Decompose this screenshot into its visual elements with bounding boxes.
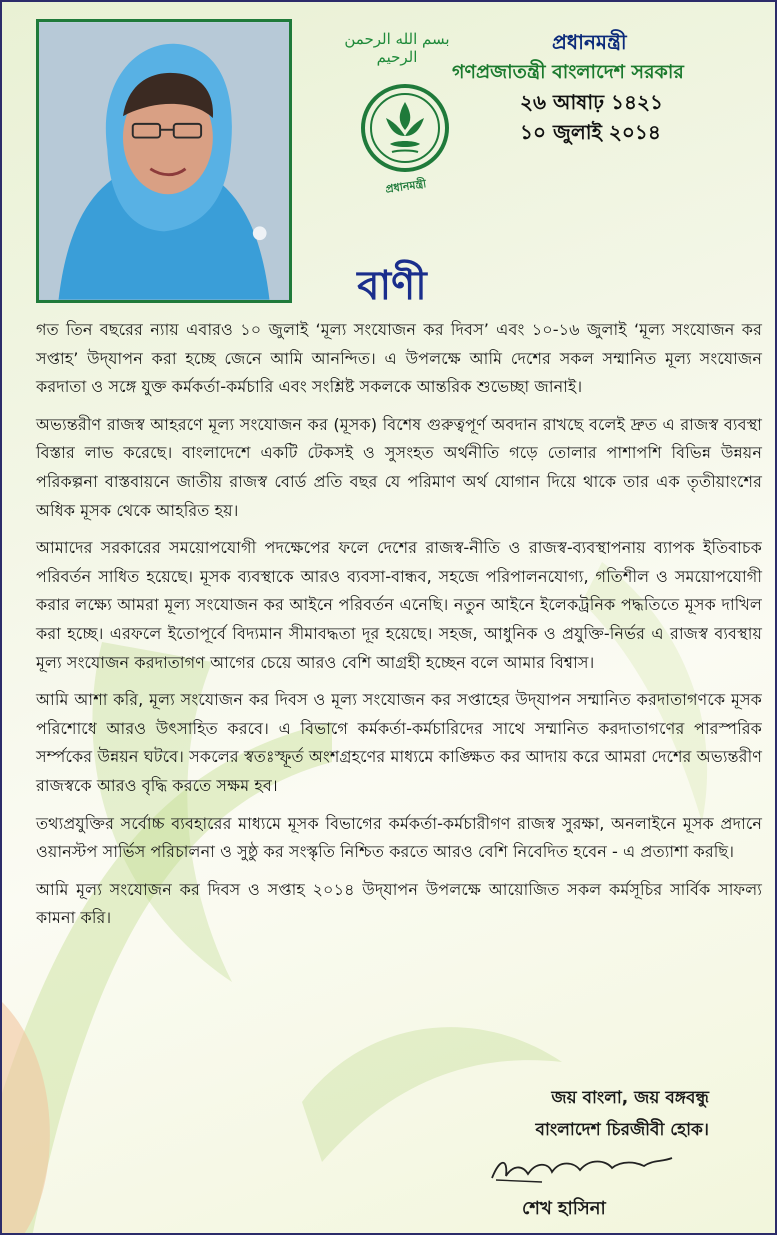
- message-title: বাণী: [357, 263, 427, 309]
- paragraph-1: গত তিন বছরের ন্যায় এবারও ১০ জুলাই ‘মূল্য সংযোজন কর দিবস’ এবং ১০-১৬ জুলাই ‘মূল্য সংযোজন কর সপ্তাহ’ উদ্‌যাপন করা হচ্ছে জেনে আমি আনন্দিত। এ উপলক্ষে আমি দেশের সকল সম্মানিত মূল্য সংযোজন করদাতা ও সঙ্গে যুক্ত কর্মকর্তা-কর্মচারি এবং সংশ্লিষ্ট সকলকে আন্তরিক শুভেচ্ছা জানাই।: [36, 320, 762, 397]
- government-title: গণপ্রজাতন্ত্রী বাংলাদেশ সরকার: [452, 61, 684, 83]
- closing-line-2: বাংলাদেশ চিরজীবী হোক।: [535, 1120, 709, 1140]
- paragraph-3: আমাদের সরকারের সময়োপযোগী পদক্ষেপের ফলে দেশের রাজস্ব-নীতি ও রাজস্ব-ব্যবস্থাপনায় ব্যাপক ইতিবাচক পরিবর্তন সাধিত হয়েছে। মূসক ব্যবস্থাকে আরও ব্যবসা-বান্ধব, সহজে পরিপালনযোগ্য, গতিশীল ও সময়োপযোগী করার লক্ষ্যে আমরা মূল্য সংযোজন কর আইনে পরিবর্তন এনেছি। নতুন আইনে ইলেকট্রনিক পদ্ধতিতে মূসক দাখিল করা হচ্ছে। এরফলে ইতোপূর্বে বিদ্যমান সীমাবদ্ধতা দূর হয়েছে। সহজ, আধুনিক ও প্রযুক্তি-নির্ভর এ রাজস্ব ব্যবস্থায় মূল্য সংযোজন করদাতাগণ আগের চেয়ে আরও বেশি আগ্রহী হচ্ছেন বলে আমার বিশ্বাস।: [36, 538, 762, 672]
- bismillah-calligraphy: بسم الله الرحمن الرحيم: [344, 30, 450, 66]
- office-title: প্রধানমন্ত্রী: [552, 30, 627, 54]
- prime-minister-photo: [36, 19, 292, 303]
- seal-label: প্রধানমন্ত্রী: [384, 177, 428, 196]
- paragraph-6: আমি মূল্য সংযোজন কর দিবস ও সপ্তাহ ২০১৪ উদ্‌যাপন উপলক্ষে আয়োজিত সকল কর্মসূচির সার্বিক সাফল্য কামনা করি।: [36, 879, 762, 928]
- paragraph-2: অভ্যন্তরীণ রাজস্ব আহরণে মূল্য সংযোজন কর (মূসক) বিশেষ গুরুত্বপূর্ণ অবদান রাখছে বলেই দ্রুত এ রাজস্ব ব্যবস্থা বিস্তার লাভ করেছে। বাংলাদেশে একটি টেকসই ও সুসংহত অর্থনীতি গড়ে তোলার পাশাপশি বিভিন্ন উন্নয়ন পরিকল্পনা বাস্তবায়নে জাতীয় রাজস্ব বোর্ড প্রতি বছর যে পরিমাণ অর্থ যোগান দিয়ে থাকে তার এক তৃতীয়াংশের অধিক মূসক থেকে আহরিত হয়।: [36, 414, 762, 520]
- date-bangla: ২৬ আষাঢ় ১৪২১: [520, 90, 663, 114]
- handwritten-signature: [482, 1148, 682, 1192]
- closing-line-1: জয় বাংলা, জয় বঙ্গবন্ধু: [551, 1088, 709, 1108]
- date-gregorian: ১০ জুলাই ২০১৪: [520, 120, 661, 144]
- closing-slogans: [536, 1082, 709, 1146]
- paragraph-5: তথ্যপ্রযুক্তির সর্বোচ্চ ব্যবহারের মাধ্যমে মূসক বিভাগের কর্মকর্তা-কর্মচারীগণ রাজস্ব সুরক্ষা, অনলাইনে মূসক প্রদানে ওয়ানস্টপ সার্ভিস পরিচালনা ও সুষ্ঠু কর সংস্কৃতি নিশ্চিত করতে আরও বেশি নিবেদিত হবেন - এ প্রত্যাশা করছি।: [36, 813, 762, 862]
- signer-name: শেখ হাসিনা: [522, 1198, 606, 1219]
- message-body: [36, 316, 762, 942]
- portrait-image: [39, 22, 289, 300]
- paragraph-4: আমি আশা করি, মূল্য সংযোজন কর দিবস ও মূল্য সংযোজন কর সপ্তাহের উদ্‌যাপন সম্মানিত করদাতাগণকে মূসক পরিশোধে আরও উৎসাহিত করবে। এ বিভাগে কর্মকর্তা-কর্মচারিদের সাথে সম্মানিত করদাতাগণের পারস্পরিক সর্ম্পকের উন্নয়ন ঘটবে। সকলের স্বতঃস্ফূর্ত অংশগ্রহণের মাধ্যমে কাঙ্ক্ষিত কর আদায় করে আমরা দেশের অভ্যন্তরীণ রাজস্বকে আরও বৃদ্ধি করতে সক্ষম হব।: [36, 690, 762, 795]
